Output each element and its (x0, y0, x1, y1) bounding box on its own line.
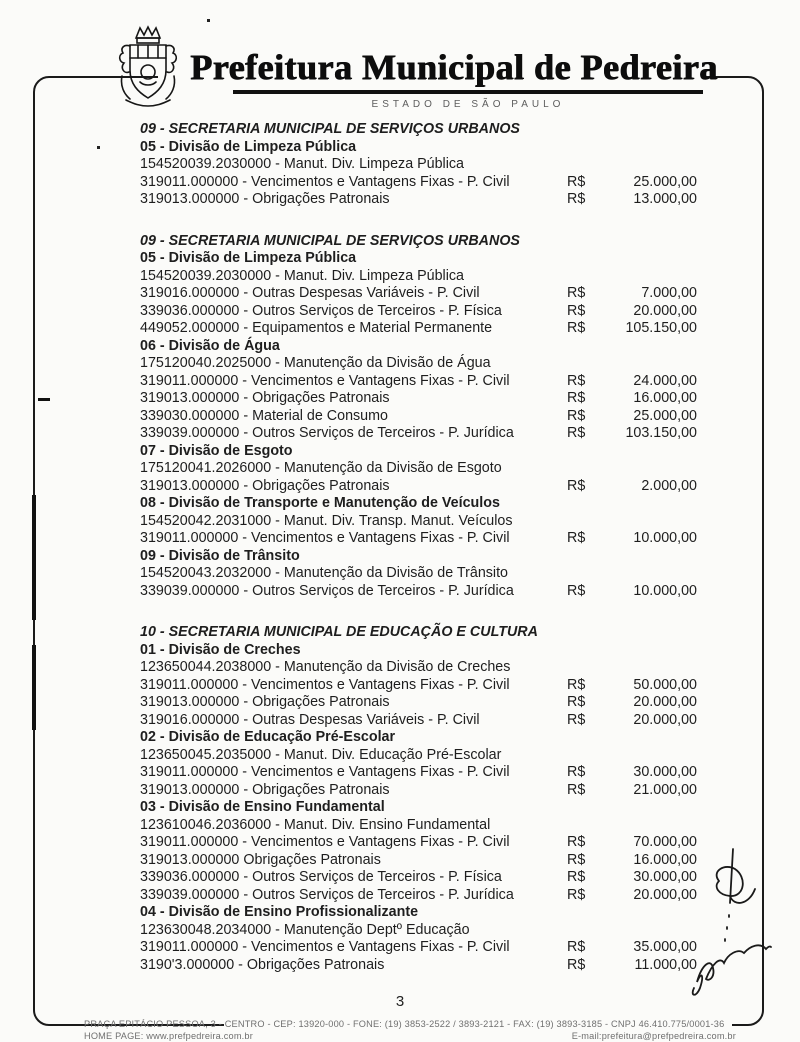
document-line (140, 250, 697, 268)
footer (84, 1019, 736, 1041)
document-line (140, 443, 697, 461)
currency-label: R$ (567, 711, 586, 728)
line-text: 319013.000000 - Obrigações Patronais (140, 477, 390, 494)
line-text: 02 - Divisão de Educação Pré-Escolar (140, 729, 396, 745)
line-text: 08 - Divisão de Transporte e Manutenção de Veículos (140, 495, 500, 511)
line-text: 10 - SECRETARIA MUNICIPAL DE EDUCAÇÃO E CULTURA (140, 624, 538, 640)
currency-label (567, 817, 607, 835)
amount-value (607, 495, 697, 513)
amount-value (607, 156, 697, 174)
amount-value: 24.000,00 (633, 372, 697, 389)
currency-label: R$ (567, 530, 586, 546)
amount-value: 50.000,00 (633, 676, 697, 693)
line-text: 175120040.2025000 - Manutenção da Divisão de Água (140, 355, 491, 371)
amount-value (607, 250, 697, 268)
currency-label (567, 338, 607, 356)
amount-value (607, 747, 697, 765)
amount-value: 103.150,00 (625, 425, 697, 441)
document-line (140, 852, 697, 870)
line-text: 449052.000000 - Equipamentos e Material Permanente (140, 320, 493, 336)
currency-label (567, 121, 607, 139)
amount-value (607, 338, 697, 356)
currency-label: R$ (567, 191, 586, 207)
document-line (140, 565, 697, 583)
currency-label (567, 747, 607, 765)
document-line (140, 764, 697, 782)
amount-value (607, 817, 697, 835)
line-text: 339036.000000 - Outros Serviços de Terceiros - P. Física (140, 869, 502, 885)
amount-value (607, 624, 697, 642)
footer-email: E-mail:prefeitura@prefpedreira.com.br (571, 1031, 736, 1041)
document-line (140, 121, 697, 139)
currency-label: R$ (567, 407, 586, 424)
line-text: 3190'3.000000 - Obrigações Patronais (140, 956, 385, 973)
coat-of-arms-logo (110, 24, 186, 110)
currency-label (567, 268, 607, 286)
document-line (140, 548, 697, 566)
amount-value: 30.000,00 (633, 764, 697, 780)
document-line (140, 408, 697, 426)
line-text: 154520043.2032000 - Manutenção da Divisão de Trânsito (140, 565, 509, 581)
document-line (140, 390, 697, 408)
amount-value: 20.000,00 (633, 302, 697, 319)
line-gap (140, 600, 697, 624)
line-text: 154520042.2031000 - Manut. Div. Transp. Manut. Veículos (140, 512, 513, 529)
amount-value: 20.000,00 (633, 711, 697, 728)
currency-label (567, 250, 607, 268)
document-line (140, 887, 697, 905)
amount-value: 11.000,00 (634, 956, 697, 973)
document-line (140, 191, 697, 209)
line-text: 09 - Divisão de Trânsito (140, 547, 300, 564)
amount-value (607, 922, 697, 940)
document-line (140, 642, 697, 660)
currency-label: R$ (567, 285, 586, 301)
line-text: 319011.000000 - Vencimentos e Vantagens Fixas - P. Civil (140, 372, 510, 389)
currency-label: R$ (567, 320, 586, 336)
amount-value (607, 121, 697, 139)
document-line (140, 495, 697, 513)
document-line (140, 712, 697, 730)
line-text: 05 - Divisão de Limpeza Pública (140, 250, 357, 266)
document-line (140, 957, 697, 975)
document-line (140, 817, 697, 835)
line-text: 123630048.2034000 - Manutenção Deptº Educação (140, 921, 470, 938)
line-text: 319013.000000 - Obrigações Patronais (140, 781, 390, 798)
amount-value (607, 460, 697, 478)
amount-value (607, 565, 697, 583)
amount-value (607, 355, 697, 373)
document-line (140, 530, 697, 548)
document-line (140, 174, 697, 192)
currency-label: R$ (567, 851, 586, 868)
amount-value: 10.000,00 (633, 582, 697, 599)
document-line (140, 460, 697, 478)
currency-label: R$ (567, 425, 586, 441)
currency-label (567, 443, 607, 461)
amount-value (607, 548, 697, 566)
document-line (140, 939, 697, 957)
line-text: 339039.000000 - Outros Serviços de Terceiros - P. Jurídica (140, 886, 514, 903)
line-text: 339036.000000 - Outros Serviços de Terceiros - P. Física (140, 302, 502, 319)
line-text: 319013.000000 - Obrigações Patronais (140, 390, 390, 406)
document-line (140, 513, 697, 531)
amount-value (607, 268, 697, 286)
scan-artifact (207, 19, 210, 22)
currency-label (567, 799, 607, 817)
amount-value: 25.000,00 (633, 173, 697, 190)
amount-value (607, 659, 697, 677)
document-line (140, 799, 697, 817)
document-line (140, 869, 697, 887)
amount-value (607, 513, 697, 531)
line-text: 319011.000000 - Vencimentos e Vantagens Fixas - P. Civil (140, 939, 510, 955)
footer-address: PRAÇA EPITÁCIO PESSOA, 3 - CENTRO - CEP: 13920-000 - FONE: (19) 3853-2522 / 3893-2121 - FAX: (19) 3893-3185 - CNPJ 46.410.775/0001-36 (84, 1019, 725, 1029)
scan-artifact (32, 645, 36, 730)
currency-label: R$ (567, 886, 586, 903)
document-line (140, 373, 697, 391)
amount-value: 2.000,00 (641, 477, 697, 494)
document-line (140, 624, 697, 642)
currency-label: R$ (567, 173, 586, 190)
currency-label (567, 548, 607, 566)
amount-value: 21.000,00 (633, 781, 697, 798)
line-text: 319013.000000 - Obrigações Patronais (140, 694, 390, 710)
title-underline (233, 90, 703, 94)
line-text: 03 - Divisão de Ensino Fundamental (140, 799, 385, 815)
document-line (140, 747, 697, 765)
line-text: 319011.000000 - Vencimentos e Vantagens Fixas - P. Civil (140, 764, 510, 780)
page-title: Prefeitura Municipal de Pedreira (190, 47, 718, 87)
currency-label (567, 729, 607, 747)
currency-label (567, 139, 607, 157)
amount-value (607, 729, 697, 747)
amount-value: 35.000,00 (633, 939, 697, 955)
currency-label: R$ (567, 834, 586, 850)
amount-value: 16.000,00 (633, 851, 697, 868)
currency-label (567, 922, 607, 940)
currency-label (567, 513, 607, 531)
document-line (140, 268, 697, 286)
document-line (140, 729, 697, 747)
document-line (140, 677, 697, 695)
currency-label (567, 156, 607, 174)
document-lines (140, 121, 697, 974)
currency-label (567, 495, 607, 513)
line-text: 09 - SECRETARIA MUNICIPAL DE SERVIÇOS URBANOS (140, 232, 520, 249)
amount-value: 10.000,00 (633, 530, 697, 546)
currency-label (567, 642, 607, 660)
document-line (140, 834, 697, 852)
currency-label: R$ (567, 372, 586, 389)
currency-label: R$ (567, 390, 586, 406)
line-text: 319013.000000 - Obrigações Patronais (140, 191, 390, 207)
currency-label (567, 659, 607, 677)
scan-artifact (97, 146, 100, 149)
document-line (140, 583, 697, 601)
scan-artifact (32, 495, 36, 620)
line-text: 319016.000000 - Outras Despesas Variáveis - P. Civil (140, 711, 480, 728)
line-text: 319016.000000 - Outras Despesas Variáveis - P. Civil (140, 285, 480, 301)
line-text: 319013.000000 Obrigações Patronais (140, 851, 381, 868)
document-line (140, 694, 697, 712)
currency-label (567, 904, 607, 922)
amount-value (607, 233, 697, 251)
line-text: 339030.000000 - Material de Consumo (140, 407, 388, 424)
currency-label (567, 233, 607, 251)
line-text: 123650045.2035000 - Manut. Div. Educação Pré-Escolar (140, 746, 502, 763)
line-text: 04 - Divisão de Ensino Profissionalizante (140, 904, 419, 920)
currency-label: R$ (567, 302, 586, 319)
line-text: 05 - Divisão de Limpeza Pública (140, 138, 357, 155)
document-line (140, 478, 697, 496)
line-gap (140, 209, 697, 233)
line-text: 319011.000000 - Vencimentos e Vantagens Fixas - P. Civil (140, 834, 510, 850)
currency-label (567, 460, 607, 478)
amount-value: 30.000,00 (633, 869, 697, 885)
document-line (140, 904, 697, 922)
line-text: 154520039.2030000 - Manut. Div. Limpeza Pública (140, 267, 465, 284)
footer-homepage: HOME PAGE: www.prefpedreira.com.br (84, 1031, 253, 1041)
line-text: 09 - SECRETARIA MUNICIPAL DE SERVIÇOS URBANOS (140, 121, 520, 137)
line-text: 319011.000000 - Vencimentos e Vantagens Fixas - P. Civil (140, 530, 510, 546)
document-line (140, 355, 697, 373)
document-line (140, 303, 697, 321)
currency-label: R$ (567, 764, 586, 780)
line-text: 175120041.2026000 - Manutenção da Divisão de Esgoto (140, 460, 502, 476)
currency-label: R$ (567, 869, 586, 885)
document-line (140, 338, 697, 356)
amount-value: 13.000,00 (633, 191, 697, 207)
amount-value (607, 799, 697, 817)
line-text: 06 - Divisão de Água (140, 337, 280, 354)
state-subtitle: ESTADO DE SÃO PAULO (371, 99, 565, 110)
amount-value: 20.000,00 (633, 886, 697, 903)
line-text: 339039.000000 - Outros Serviços de Terceiros - P. Jurídica (140, 582, 514, 599)
document-line (140, 922, 697, 940)
line-text: 01 - Divisão de Creches (140, 641, 301, 658)
line-text: 319011.000000 - Vencimentos e Vantagens Fixas - P. Civil (140, 173, 510, 190)
currency-label (567, 565, 607, 583)
document-line (140, 285, 697, 303)
currency-label (567, 355, 607, 373)
document-line (140, 320, 697, 338)
amount-value (607, 642, 697, 660)
scan-artifact (38, 398, 50, 401)
line-text: 123650044.2038000 - Manutenção da Divisão de Creches (140, 659, 511, 675)
amount-value: 25.000,00 (633, 407, 697, 424)
handwritten-signature-mark (686, 922, 774, 1000)
amount-value (607, 443, 697, 461)
currency-label (567, 624, 607, 642)
line-text: 154520039.2030000 - Manut. Div. Limpeza Pública (140, 156, 465, 172)
document-line (140, 659, 697, 677)
line-text: 339039.000000 - Outros Serviços de Terceiros - P. Jurídica (140, 425, 514, 441)
amount-value (607, 904, 697, 922)
document-line (140, 139, 697, 157)
currency-label: R$ (567, 939, 586, 955)
document-line (140, 425, 697, 443)
currency-label: R$ (567, 781, 586, 798)
line-text: 07 - Divisão de Esgoto (140, 442, 293, 459)
amount-value (607, 139, 697, 157)
page-number: 3 (395, 993, 405, 1010)
currency-label: R$ (567, 477, 586, 494)
line-text: 123610046.2036000 - Manut. Div. Ensino Fundamental (140, 816, 491, 833)
document-line (140, 156, 697, 174)
document-line (140, 233, 697, 251)
currency-label: R$ (567, 694, 586, 710)
amount-value: 20.000,00 (633, 694, 697, 710)
currency-label: R$ (567, 582, 586, 599)
currency-label: R$ (567, 676, 586, 693)
line-text: 319011.000000 - Vencimentos e Vantagens Fixas - P. Civil (140, 676, 510, 693)
amount-value: 105.150,00 (625, 320, 697, 336)
amount-value: 7.000,00 (641, 285, 697, 301)
amount-value: 16.000,00 (633, 390, 697, 406)
document-line (140, 782, 697, 800)
currency-label: R$ (567, 956, 586, 973)
amount-value: 70.000,00 (633, 834, 697, 850)
